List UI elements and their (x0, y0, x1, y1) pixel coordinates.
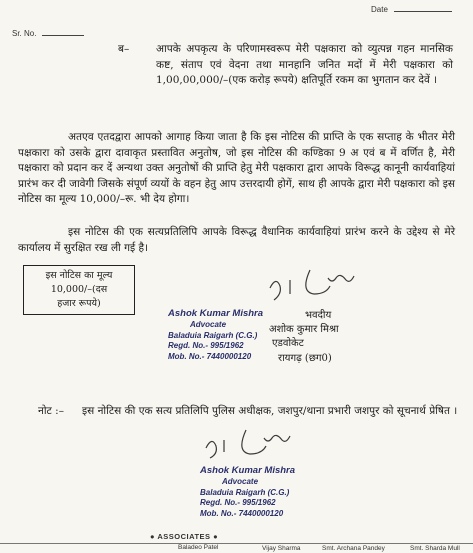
stamp-title: Advocate (190, 320, 227, 329)
associate-name: Smt. Sharda Mull (410, 545, 460, 552)
advocate-name-hindi: अशोक कुमार मिश्रा (269, 324, 339, 335)
sr-label: Sr. No. (12, 29, 37, 38)
fee-line-3: हजार रूपये) (57, 298, 101, 309)
signature-mark (258, 260, 358, 308)
associates-heading-text: ASSOCIATES (157, 532, 211, 541)
note-label: नोट :– (38, 405, 64, 417)
associate-name: Baladeo Patel (178, 544, 219, 551)
advocate-stamp-2 (200, 465, 295, 519)
body-paragraph-1: अतएव एतदद्वारा आपको आगाह किया जाता है कि इस नोटिस की प्राप्ति के एक सप्ताह के भीतर मेरी पक्षकारा को उसके द्वारा दावाकृत प्रस्तावित अनुतोष, जो इस नोटिस की कण्डिका 9 अ एवं ब में वर्णित है, मेरी पक्षकारा को प्रदान कर दें अन्यथा उक्त अनुतोषों की प्राप्ति हेतु मेरी पक्षकारा द्वारा आपके विरूद्ध कानूनी कार्यवाहियां प्रारंभ कर दी जावेगी जिसके संपूर्ण व्ययों के वहन हेतु आप उत्तरदायी होगें, साथ ही आपके द्वारा मेरी पक्षकारा को इस नोटिस का मूल्य 10,000/–रू. भी देय होगा। (18, 131, 455, 205)
sr-line (42, 35, 84, 36)
stamp-regd: Regd. No.- 995/1962 (200, 498, 276, 507)
stamp-address: Baladuia Raigarh (C.G.) (168, 330, 258, 340)
date-label: Date (371, 5, 388, 14)
associate-name: Vijay Sharma (262, 545, 301, 552)
advocate-place-hindi: रायगढ़ (छग0) (278, 353, 332, 364)
signature-mark-2 (196, 422, 296, 466)
date-field (371, 5, 452, 14)
associates-footer (0, 532, 473, 553)
serial-number-field (12, 29, 84, 38)
advocate-stamp-1 (168, 308, 263, 362)
note-text: इस नोटिस की एक सत्य प्रतिलिपि पुलिस अधीक्षक, जशपुर/थाना प्रभारी जशपुर को सूचनार्थ प्रेषित । (82, 405, 458, 417)
stamp-regd: Regd. No.- 995/1962 (168, 341, 244, 350)
date-line (394, 11, 452, 12)
bullet-dot: ● (213, 532, 219, 541)
stamp-mob: Mob. No.- 7440000120 (168, 351, 252, 361)
footer-divider (0, 543, 473, 544)
stamp-title: Advocate (222, 477, 259, 486)
fee-line-2: 10,000/–(दस (50, 284, 108, 295)
notice-fee-box (23, 265, 135, 315)
body-paragraph-2: इस नोटिस की एक सत्यप्रतिलिपि आपके विरूद्ध वैधानिक कार्यवाहियां प्रारंभ करने के उद्देश्य से मेरे कार्यालय में सुरक्षित रख ली गई है। (18, 226, 455, 254)
stamp-name: Ashok Kumar Mishra (168, 308, 264, 319)
bhavdiya-text: भवदीय (305, 310, 332, 321)
associate-name: Smt. Archana Pandey (322, 545, 385, 552)
associates-heading (150, 532, 218, 541)
advocate-designation-hindi: एडवोकेट (272, 338, 304, 349)
clause-b-text: आपके अपकृत्य के परिणामस्वरूप मेरी पक्षकारा को व्युत्पन्न गहन मानसिक कष्ट, संताप एवं वेदना तथा मानहानि जनित मदों में मेरी पक्षकारा को 1,00,00,000/–(एक करोड़ रूपये) क्षतिपूर्ति रकम का भुगतान कर देवें । (156, 43, 453, 86)
stamp-address: Baladuia Raigarh (C.G.) (200, 487, 290, 497)
stamp-mob: Mob. No.- 7440000120 (200, 508, 284, 518)
fee-line-1: इस नोटिस का मूल्य (45, 270, 113, 281)
stamp-name: Ashok Kumar Mishra (200, 465, 296, 476)
clause-marker: ब– (118, 43, 130, 55)
bullet-dot: ● (150, 532, 156, 541)
